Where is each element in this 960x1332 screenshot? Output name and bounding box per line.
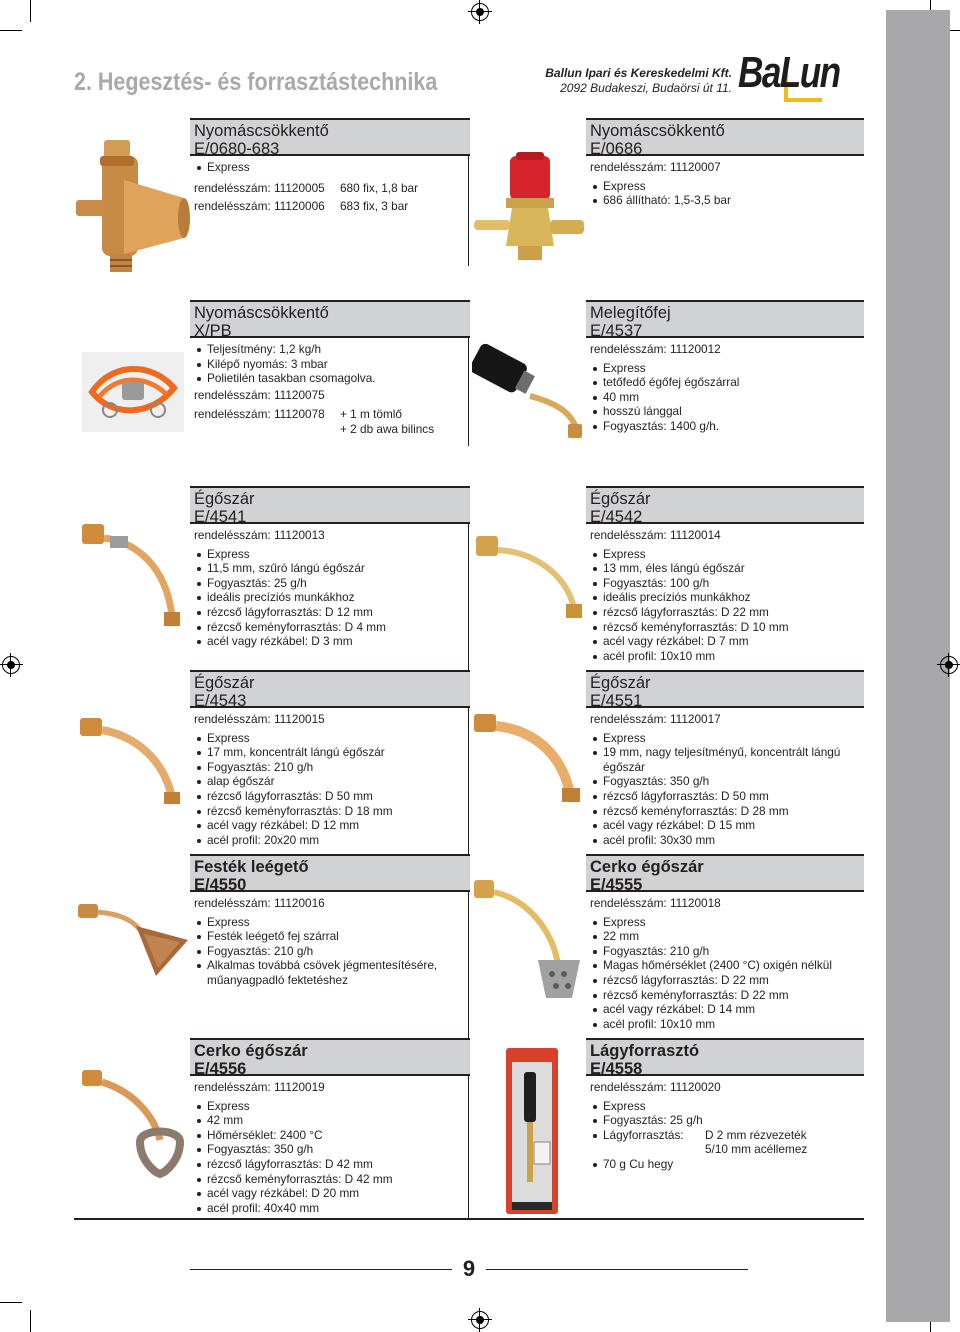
list-item: Magas hőmérséklet (2400 °C) oxigén nélkül <box>590 958 864 973</box>
product-details <box>586 1076 864 1172</box>
order-note: + 1 m tömlő <box>340 407 402 422</box>
product-title: Nyomáscsökkentő <box>194 304 329 322</box>
list-item: rézcső keményforrasztás: D 42 mm <box>194 1172 470 1187</box>
product-code: E/4537 <box>590 322 643 340</box>
product-xpb <box>190 300 470 437</box>
footer-rule <box>190 1269 452 1270</box>
list-item: Kilépő nyomás: 3 mbar <box>194 357 470 372</box>
torch-tube-image <box>76 516 188 628</box>
pressure-regulator-image <box>74 120 192 280</box>
order-note: + 2 db awa bilincs <box>340 421 435 436</box>
product-heading <box>586 300 864 338</box>
list-item: Fogyasztás: 210 g/h <box>590 944 864 959</box>
crop-mark <box>0 30 22 31</box>
cerko-torch-image <box>472 876 586 1000</box>
footer-rule <box>486 1269 748 1270</box>
product-code: E/4542 <box>590 508 643 526</box>
list-item: Express <box>590 731 864 746</box>
list-item: Fogyasztás: 350 g/h <box>194 1142 470 1157</box>
torch-tube-image <box>76 714 188 806</box>
crop-mark <box>0 1302 22 1303</box>
product-title: Égőszár <box>194 490 255 508</box>
logo-text: BaLun <box>738 48 840 97</box>
product-details <box>190 708 470 847</box>
product-e4541 <box>190 486 470 649</box>
company-info <box>545 66 732 96</box>
torch-tube-image <box>472 710 586 804</box>
product-heading <box>586 670 864 708</box>
list-item: rézcső keményforrasztás: D 22 mm <box>590 988 864 1003</box>
list-item: Express <box>194 1099 470 1114</box>
product-code: X/PB <box>194 322 232 340</box>
order-number: rendelésszám: 11120005 <box>194 180 325 195</box>
product-heading <box>586 854 864 892</box>
list-item: rézcső keményforrasztás: D 28 mm <box>590 804 864 819</box>
product-heading <box>586 118 864 156</box>
product-heading <box>190 300 470 338</box>
list-item: Fogyasztás: 210 g/h <box>194 944 470 959</box>
list-item: Fogyasztás: 25 g/h <box>194 576 470 591</box>
order-number: rendelésszám: 11120017 <box>590 712 721 726</box>
list-item: 17 mm, koncentrált lángú égőszár <box>194 745 470 760</box>
order-number: rendelésszám: 11120078 <box>194 407 325 422</box>
list-item: acél profil: 10x10 mm <box>590 649 864 664</box>
product-details <box>190 156 470 214</box>
product-code: E/4551 <box>590 692 643 710</box>
list-item: Fogyasztás: 1400 g/h. <box>590 419 864 434</box>
list-item: Express <box>194 731 470 746</box>
regulator-hose-set-image <box>82 352 184 432</box>
page-number: 9 <box>462 1256 476 1281</box>
list-item: alap égőszár <box>194 774 470 789</box>
ballun-logo <box>738 48 846 108</box>
list-item: acél vagy rézkábel: D 7 mm <box>590 634 864 649</box>
solder-value: 5/10 mm acéllemez <box>705 1142 808 1157</box>
section-rule <box>74 1218 864 1220</box>
list-item: rézcső lágyforrasztás: D 42 mm <box>194 1157 470 1172</box>
order-number: rendelésszám: 11120016 <box>194 896 325 910</box>
product-heading <box>190 486 470 524</box>
product-code: E/4558 <box>590 1060 643 1078</box>
list-item: Express <box>590 915 864 930</box>
product-code: E/4543 <box>194 692 247 710</box>
list-item: rézcső lágyforrasztás: D 22 mm <box>590 973 864 988</box>
order-number: rendelésszám: 11120019 <box>194 1080 325 1094</box>
list-item: tetőfedő égőfej égőszárral <box>590 375 864 390</box>
list-item: acél profil: 10x10 mm <box>590 1017 864 1032</box>
registration-mark-icon <box>471 1311 489 1329</box>
product-heading <box>190 1038 470 1076</box>
list-item: Express <box>194 547 470 562</box>
adjustable-regulator-image <box>470 150 588 265</box>
product-title: Festék leégető <box>194 858 309 876</box>
list-item: Fogyasztás: 100 g/h <box>590 576 864 591</box>
product-e4558 <box>586 1038 864 1172</box>
list-item: Alkalmas továbbá csövek jégmentesítésére, műanyagpadló fektetéshez <box>194 958 457 987</box>
list-item <box>590 1128 864 1157</box>
list-item: acél vagy rézkábel: D 12 mm <box>194 818 470 833</box>
chapter-title: 2. Hegesztés- és forrasztástechnika <box>74 68 438 96</box>
crop-mark <box>30 1310 31 1332</box>
order-number: rendelésszám: 11120013 <box>194 528 325 542</box>
list-item: Express <box>590 1099 864 1114</box>
product-heading <box>190 118 470 156</box>
soldering-iron-package-image <box>504 1046 560 1216</box>
order-number: rendelésszám: 11120007 <box>590 160 721 174</box>
product-heading <box>190 670 470 708</box>
crop-mark <box>30 0 31 22</box>
cerko-torch-image <box>80 1068 192 1180</box>
product-title: Égőszár <box>590 674 651 692</box>
list-item: Express <box>194 915 470 930</box>
order-number: rendelésszám: 11120014 <box>590 528 721 542</box>
product-title: Melegítőfej <box>590 304 671 322</box>
list-item: acél profil: 40x40 mm <box>194 1201 470 1216</box>
company-name: Ballun Ipari és Kereskedelmi Kft. <box>545 66 732 80</box>
list-item: acél vagy rézkábel: D 3 mm <box>194 634 470 649</box>
product-e4555 <box>586 854 864 1031</box>
solder-label: Lágyforrasztás: <box>603 1127 684 1142</box>
list-item: rézcső keményforrasztás: D 4 mm <box>194 620 470 635</box>
product-title: Égőszár <box>194 674 255 692</box>
order-note: 683 fix, 3 bar <box>340 199 409 214</box>
product-details <box>586 708 864 847</box>
product-e4543 <box>190 670 470 847</box>
list-item: 686 állítható: 1,5-3,5 bar <box>590 193 864 208</box>
product-title: Cerko égőszár <box>194 1042 308 1060</box>
product-details <box>586 338 864 434</box>
list-item: 13 mm, éles lángú égőszár <box>590 561 864 576</box>
list-item: 11,5 mm, szűró lángú égőszár <box>194 561 470 576</box>
list-item: Polietilén tasakban csomagolva. <box>194 371 470 386</box>
list-item: Fogyasztás: 210 g/h <box>194 760 470 775</box>
list-item: Express <box>194 160 470 175</box>
list-item: ideális precíziós munkákhoz <box>590 590 864 605</box>
paint-burner-image <box>76 900 188 984</box>
product-code: E/4556 <box>194 1060 247 1078</box>
product-code: E/4550 <box>194 876 247 894</box>
product-code: E/4541 <box>194 508 247 526</box>
product-title: Cerko égőszár <box>590 858 704 876</box>
product-heading <box>190 854 470 892</box>
product-details <box>190 1076 470 1215</box>
product-code: E/4555 <box>590 876 643 894</box>
list-item: Festék leégető fej szárral <box>194 929 470 944</box>
order-number: rendelésszám: 11120012 <box>590 342 721 356</box>
product-title: Nyomáscsökkentő <box>590 122 725 140</box>
list-item: 40 mm <box>590 390 864 405</box>
list-item: acél profil: 30x30 mm <box>590 833 864 848</box>
product-heading <box>586 1038 864 1076</box>
product-details <box>586 524 864 663</box>
logo-accent <box>784 98 822 102</box>
product-e4551 <box>586 670 864 847</box>
company-address: 2092 Budakeszi, Budaörsi út 11. <box>560 81 732 95</box>
list-item: hosszú lánggal <box>590 404 864 419</box>
list-item: 22 mm <box>590 929 864 944</box>
product-e4537 <box>586 300 864 434</box>
list-item: Hőmérséklet: 2400 °C <box>194 1128 470 1143</box>
product-details <box>190 892 470 988</box>
product-title: Nyomáscsökkentő <box>194 122 329 140</box>
list-item: ideális precíziós munkákhoz <box>194 590 470 605</box>
list-item: 19 mm, nagy teljesítményű, koncentrált lángú égőszár <box>590 745 864 774</box>
list-item: acél vagy rézkábel: D 15 mm <box>590 818 864 833</box>
product-title: Lágyforrasztó <box>590 1042 700 1060</box>
list-item: rézcső lágyforrasztás: D 50 mm <box>194 789 470 804</box>
list-item: rézcső lágyforrasztás: D 22 mm <box>590 605 864 620</box>
product-details <box>586 156 864 208</box>
product-details <box>586 892 864 1031</box>
product-e4542 <box>586 486 864 663</box>
list-item: Teljesítmény: 1,2 kg/h <box>194 342 470 357</box>
torch-tube-image <box>474 528 586 620</box>
order-number: rendelésszám: 11120075 <box>194 387 325 402</box>
order-number: rendelésszám: 11120006 <box>194 199 325 214</box>
product-code: E/0686 <box>590 140 643 158</box>
list-item: acél vagy rézkábel: D 14 mm <box>590 1002 864 1017</box>
list-item: rézcső lágyforrasztás: D 12 mm <box>194 605 470 620</box>
list-item: rézcső keményforrasztás: D 18 mm <box>194 804 470 819</box>
solder-value: D 2 mm rézvezeték <box>705 1127 807 1142</box>
product-details <box>190 338 470 437</box>
list-item: 42 mm <box>194 1113 470 1128</box>
product-details <box>190 524 470 649</box>
product-e4550 <box>190 854 470 988</box>
product-e0680 <box>190 118 470 214</box>
product-title: Égőszár <box>590 490 651 508</box>
list-item: Fogyasztás: 25 g/h <box>590 1113 864 1128</box>
product-e4556 <box>190 1038 470 1215</box>
list-item: rézcső lágyforrasztás: D 50 mm <box>590 789 864 804</box>
list-item: Fogyasztás: 350 g/h <box>590 774 864 789</box>
list-item: 70 g Cu hegy <box>590 1157 864 1172</box>
order-note: 680 fix, 1,8 bar <box>340 180 419 195</box>
registration-mark-icon <box>940 656 958 674</box>
heating-torch-head-image <box>472 340 590 444</box>
product-heading <box>586 486 864 524</box>
product-e0686 <box>586 118 864 208</box>
list-item: acél vagy rézkábel: D 20 mm <box>194 1186 470 1201</box>
registration-mark-icon <box>2 656 20 674</box>
list-item: Express <box>590 361 864 376</box>
registration-mark-icon <box>471 3 489 21</box>
list-item: Express <box>590 179 864 194</box>
list-item: rézcső keményforrasztás: D 10 mm <box>590 620 864 635</box>
order-number: rendelésszám: 11120020 <box>590 1080 721 1094</box>
order-number: rendelésszám: 11120015 <box>194 712 325 726</box>
list-item: acél profil: 20x20 mm <box>194 833 470 848</box>
product-code: E/0680-683 <box>194 140 280 158</box>
list-item: Express <box>590 547 864 562</box>
order-number: rendelésszám: 11120018 <box>590 896 721 910</box>
